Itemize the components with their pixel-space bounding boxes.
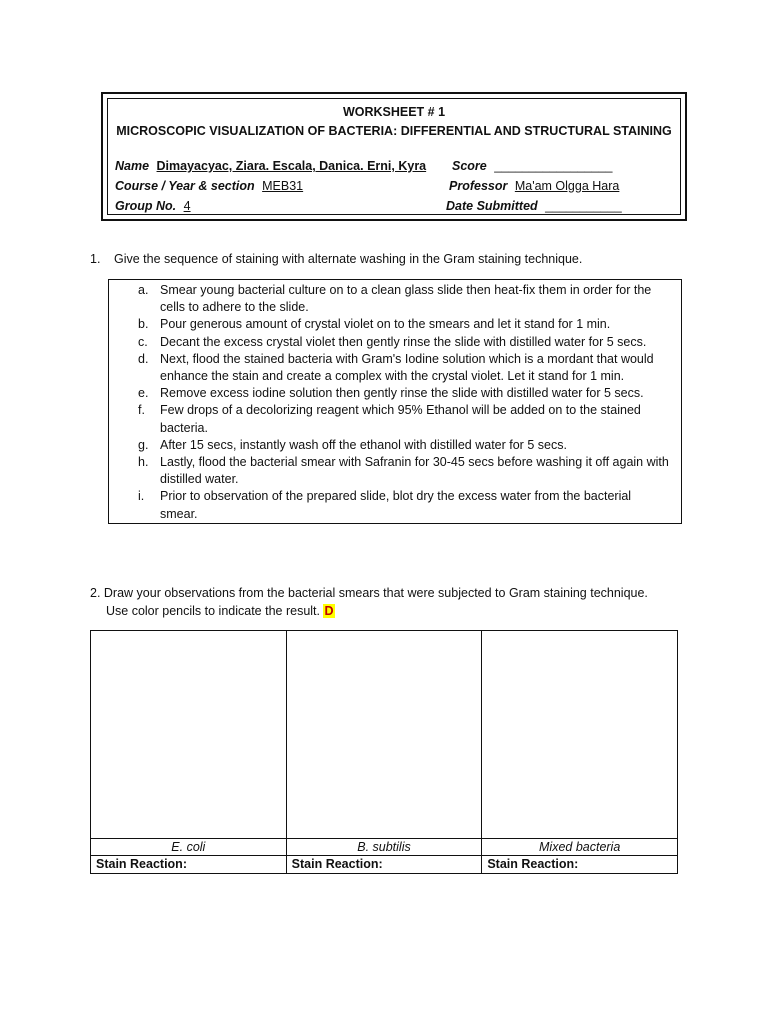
professor-row bbox=[449, 179, 619, 193]
drawing-area-mixed-bacteria[interactable] bbox=[482, 631, 678, 839]
question-1-number: 1. bbox=[90, 252, 101, 266]
question-2 bbox=[90, 584, 710, 620]
date-row bbox=[446, 199, 622, 213]
question-1-text: Give the sequence of staining with alternate washing in the Gram staining technique. bbox=[114, 252, 583, 266]
step-item bbox=[138, 334, 671, 351]
staining-steps-list bbox=[138, 282, 671, 523]
worksheet-header-inner-border bbox=[107, 98, 681, 215]
step-marker: e. bbox=[138, 386, 149, 401]
group-value: 4 bbox=[183, 199, 191, 213]
course-row bbox=[115, 179, 303, 193]
step-text: Pour generous amount of crystal violet on to the smears and let it stand for 1 min. bbox=[160, 317, 611, 332]
stain-reaction-cell: Stain Reaction: bbox=[91, 855, 287, 873]
score-value: _________________ bbox=[494, 159, 613, 173]
drawing-row bbox=[91, 631, 678, 839]
group-label: Group No. bbox=[115, 199, 177, 213]
step-text: After 15 secs, instantly wash off the ethanol with distilled water for 5 secs. bbox=[160, 437, 567, 452]
highlighted-answer: D bbox=[324, 604, 334, 618]
step-marker: h. bbox=[138, 455, 149, 470]
date-value: ___________ bbox=[545, 199, 622, 213]
step-marker: g. bbox=[138, 437, 149, 452]
name-label: Name bbox=[115, 159, 150, 173]
step-text: Few drops of a decolorizing reagent which 95% Ethanol will be added on to the stained bacteria. bbox=[160, 403, 641, 435]
step-marker: f. bbox=[138, 403, 145, 418]
answer-box bbox=[108, 279, 682, 524]
question-2-text: 2. Draw your observations from the bacterial smears that were subjected to Gram staining technique. bbox=[90, 586, 648, 600]
drawing-area-b-subtilis[interactable] bbox=[286, 631, 482, 839]
step-marker: d. bbox=[138, 351, 149, 366]
score-label: Score bbox=[452, 159, 487, 173]
question-2-text-2: Use color pencils to indicate the result. bbox=[106, 604, 320, 618]
worksheet-title: WORKSHEET # 1 bbox=[342, 105, 446, 119]
score-row bbox=[452, 159, 612, 173]
group-row bbox=[115, 199, 191, 213]
label-b-subtilis: B. subtilis bbox=[286, 838, 482, 855]
question-1 bbox=[90, 252, 582, 266]
worksheet-subtitle: MICROSCOPIC VISUALIZATION OF BACTERIA: DIFFERENTIAL AND STRUCTURAL STAINING bbox=[116, 124, 672, 138]
step-item bbox=[138, 282, 671, 316]
step-marker: a. bbox=[138, 283, 149, 297]
label-e-coli: E. coli bbox=[91, 838, 287, 855]
step-text: Prior to observation of the prepared slide, blot dry the excess water from the bacterial smear. bbox=[160, 489, 632, 521]
course-label: Course / Year & section bbox=[115, 179, 255, 193]
course-value: MEB31 bbox=[262, 179, 304, 193]
observation-table bbox=[90, 630, 678, 874]
step-text: Smear young bacterial culture on to a clean glass slide then heat-fix them in order for the cells to adhere to the slide. bbox=[160, 283, 652, 315]
step-marker: c. bbox=[138, 334, 148, 349]
worksheet-header-box bbox=[101, 92, 687, 221]
professor-label: Professor bbox=[449, 179, 508, 193]
step-item bbox=[138, 351, 671, 385]
step-item bbox=[138, 488, 671, 522]
stain-reaction-cell: Stain Reaction: bbox=[286, 855, 482, 873]
step-marker: i. bbox=[138, 489, 145, 504]
stain-reaction-cell: Stain Reaction: bbox=[482, 855, 678, 873]
label-row bbox=[91, 838, 678, 855]
name-value: Dimayacyac, Ziara. Escala, Danica. Erni, Kyra bbox=[156, 159, 427, 173]
step-text: Remove excess iodine solution then gently rinse the slide with distilled water for 5 secs. bbox=[160, 386, 644, 401]
date-label: Date Submitted bbox=[446, 199, 538, 213]
step-item bbox=[138, 402, 671, 436]
professor-value: Ma'am Olgga Hara bbox=[514, 179, 620, 193]
step-item bbox=[138, 316, 671, 333]
step-text: Decant the excess crystal violet then gently rinse the slide with distilled water for 5 secs. bbox=[160, 334, 647, 349]
question-2-line-2 bbox=[90, 602, 710, 620]
step-text: Next, flood the stained bacteria with Gram's Iodine solution which is a mordant that would enhance the stain and create a complex with the crystal violet. Let it stand for 1 min. bbox=[160, 351, 654, 384]
step-item bbox=[138, 437, 671, 454]
drawing-area-e-coli[interactable] bbox=[91, 631, 287, 839]
step-item bbox=[138, 385, 671, 402]
step-text: Lastly, flood the bacterial smear with Safranin for 30-45 secs before washing it off again with distilled water. bbox=[160, 455, 669, 487]
step-item bbox=[138, 454, 671, 488]
name-row bbox=[115, 159, 426, 173]
step-marker: b. bbox=[138, 317, 149, 332]
stain-reaction-row bbox=[91, 855, 678, 873]
label-mixed-bacteria: Mixed bacteria bbox=[482, 838, 678, 855]
